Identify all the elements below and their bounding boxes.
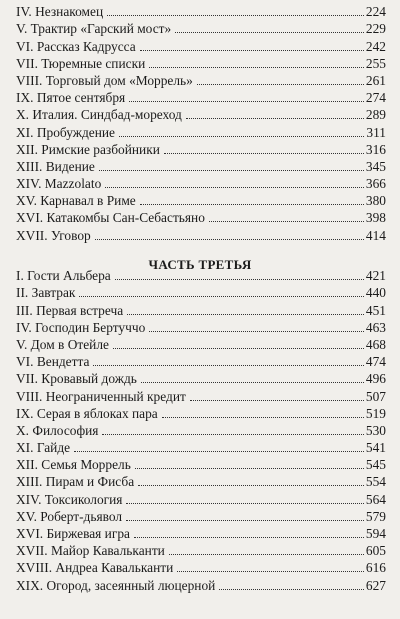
- page-number: 224: [365, 4, 386, 20]
- dot-leader: [119, 136, 364, 137]
- page-number: 421: [365, 268, 386, 284]
- page-number: 440: [365, 285, 386, 301]
- toc-entry: [16, 558, 386, 575]
- chapter-title: V. Дом в Отейле: [16, 336, 109, 352]
- toc-entry: [16, 421, 386, 438]
- chapter-title: VIII. Неограниченный кредит: [16, 388, 186, 404]
- chapter-title: VII. Кровавый дождь: [16, 371, 137, 387]
- chapter-title: XVII. Уговор: [16, 227, 91, 243]
- page-number: 398: [365, 210, 386, 226]
- page-number: 468: [365, 336, 386, 352]
- dot-leader: [113, 348, 364, 349]
- chapter-title: XIV. Mazzolato: [16, 176, 102, 192]
- toc-entry: [16, 283, 386, 300]
- dot-leader: [95, 239, 364, 240]
- part-three-heading: ЧАСТЬ ТРЕТЬЯ: [148, 257, 252, 272]
- page-number: 496: [365, 371, 386, 387]
- toc-part-three: [16, 266, 386, 593]
- chapter-title: X. Италия. Синдбад-мореход: [16, 107, 182, 123]
- page-number: 616: [365, 560, 386, 576]
- dot-leader: [197, 84, 364, 85]
- dot-leader: [140, 204, 364, 205]
- toc-entry: [16, 71, 386, 88]
- dot-leader: [219, 589, 364, 590]
- toc-entry: [16, 369, 386, 386]
- dot-leader: [209, 221, 364, 222]
- page-number: 627: [365, 577, 386, 593]
- dot-leader: [177, 571, 364, 572]
- page-number: 229: [365, 21, 386, 37]
- dot-leader: [126, 520, 364, 521]
- toc-entry: [16, 54, 386, 71]
- page-number: 519: [365, 405, 386, 421]
- page-number: 255: [365, 55, 386, 71]
- toc-part-two: [16, 2, 386, 243]
- page-number: 541: [365, 440, 386, 456]
- dot-leader: [126, 503, 363, 504]
- dot-leader: [93, 365, 363, 366]
- chapter-title: X. Философия: [16, 422, 99, 438]
- dot-leader: [149, 331, 364, 332]
- toc-entry: [16, 455, 386, 472]
- dot-leader: [135, 468, 364, 469]
- toc-entry: [16, 105, 386, 122]
- toc-entry: [16, 575, 386, 592]
- toc-entry: [16, 225, 386, 242]
- chapter-title: XV. Карнавал в Риме: [16, 193, 136, 209]
- chapter-title: IX. Серая в яблоках пара: [16, 405, 158, 421]
- dot-leader: [129, 101, 364, 102]
- chapter-title: XII. Римские разбойники: [16, 141, 160, 157]
- page-number: 242: [365, 38, 386, 54]
- chapter-title: XI. Гайде: [16, 440, 71, 456]
- toc-entry: [16, 122, 386, 139]
- chapter-title: XIII. Пирам и Фисба: [16, 474, 135, 490]
- page-number: 451: [365, 302, 386, 318]
- page-number: 289: [365, 107, 386, 123]
- toc-entry: [16, 489, 386, 506]
- chapter-title: VI. Вендетта: [16, 354, 90, 370]
- page-number: 261: [365, 72, 386, 88]
- page-number: 594: [365, 526, 386, 541]
- dot-leader: [99, 170, 364, 171]
- toc-entry: [16, 335, 386, 352]
- chapter-title: XV. Роберт-дьявол: [16, 508, 123, 524]
- toc-entry: [16, 88, 386, 105]
- chapter-title: IV. Господин Бертуччо: [16, 319, 146, 335]
- page-number: 507: [365, 388, 386, 404]
- dot-leader: [102, 434, 363, 435]
- chapter-title: XVII. Майор Кавальканти: [16, 543, 165, 559]
- dot-leader: [127, 314, 364, 315]
- dot-leader: [164, 153, 364, 154]
- chapter-title: XIX. Огород, засеянный люцерной: [16, 577, 216, 593]
- page-number: 530: [365, 422, 386, 438]
- dot-leader: [190, 400, 364, 401]
- page-number: 366: [365, 176, 386, 192]
- page-number: 380: [365, 193, 386, 209]
- chapter-title: II. Завтрак: [16, 285, 76, 301]
- page-number: 554: [365, 474, 386, 490]
- chapter-title: XIII. Видение: [16, 158, 95, 174]
- dot-leader: [107, 15, 364, 16]
- page-number: 316: [365, 141, 386, 157]
- chapter-title: V. Трактир «Гарский мост»: [16, 21, 172, 37]
- chapter-title: VIII. Торговый дом «Моррель»: [16, 72, 193, 88]
- chapter-title: IV. Незнакомец: [16, 4, 104, 20]
- page-number: 579: [365, 508, 386, 524]
- toc-entry: [16, 352, 386, 369]
- toc-entry: [16, 300, 386, 317]
- page-number: 414: [365, 227, 386, 243]
- dot-leader: [79, 296, 363, 297]
- page-number: 474: [365, 354, 386, 370]
- toc-entry: [16, 208, 386, 225]
- chapter-title: IX. Пятое сентября: [16, 90, 126, 106]
- dot-leader: [141, 382, 364, 383]
- chapter-title: VI. Рассказ Кадрусса: [16, 38, 136, 54]
- toc-entry: [16, 438, 386, 455]
- page-number: 311: [366, 124, 386, 140]
- chapter-title: VII. Тюремные списки: [16, 55, 146, 71]
- page-number: 274: [365, 90, 386, 106]
- toc-entry: [16, 404, 386, 421]
- dot-leader: [175, 32, 364, 33]
- toc-entry: [16, 19, 386, 36]
- dot-leader: [105, 187, 364, 188]
- chapter-title: XVIII. Андреа Кавальканти: [16, 560, 174, 576]
- toc-entry: [16, 541, 386, 558]
- chapter-title: XVI. Биржевая игра: [16, 526, 130, 541]
- toc-entry: [16, 157, 386, 174]
- dot-leader: [138, 485, 364, 486]
- toc-entry: [16, 524, 386, 541]
- page-number: 545: [365, 457, 386, 473]
- chapter-title: XII. Семья Моррель: [16, 457, 131, 473]
- page-number: 345: [365, 158, 386, 174]
- chapter-title: XIV. Токсикология: [16, 491, 123, 507]
- dot-leader: [169, 554, 364, 555]
- toc-entry: [16, 2, 386, 19]
- page-number: 605: [365, 543, 386, 559]
- page-number: 463: [365, 319, 386, 335]
- dot-leader: [162, 417, 364, 418]
- chapter-title: III. Первая встреча: [16, 302, 124, 318]
- dot-leader: [140, 50, 364, 51]
- dot-leader: [115, 279, 364, 280]
- toc-entry: [16, 36, 386, 53]
- dot-leader: [149, 67, 364, 68]
- chapter-title: XVI. Катакомбы Сан-Себастьяно: [16, 210, 205, 226]
- page-number: 564: [365, 491, 386, 507]
- dot-leader: [74, 451, 364, 452]
- toc-entry: [16, 472, 386, 489]
- toc-entry: [16, 140, 386, 157]
- toc-entry: [16, 266, 386, 283]
- chapter-title: XI. Пробуждение: [16, 124, 115, 140]
- chapter-title: I. Гости Альбера: [16, 268, 111, 284]
- dot-leader: [186, 118, 364, 119]
- toc-entry: [16, 507, 386, 524]
- toc-entry: [16, 386, 386, 403]
- toc-entry: [16, 174, 386, 191]
- toc-entry: [16, 191, 386, 208]
- dot-leader: [134, 537, 364, 538]
- toc-entry: [16, 318, 386, 335]
